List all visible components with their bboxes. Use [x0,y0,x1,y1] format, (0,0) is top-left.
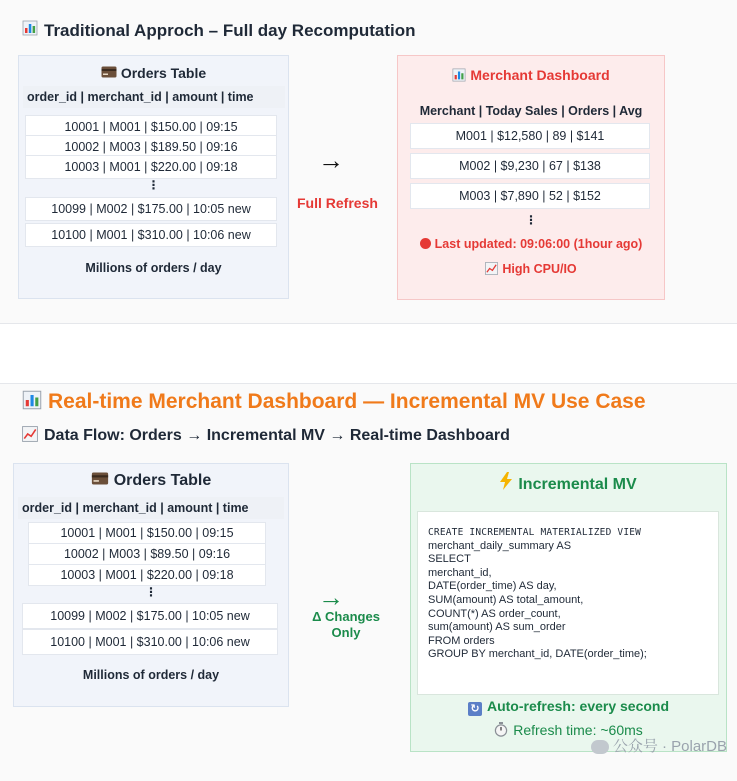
table-row: M002 | $9,230 | 67 | $138 [410,153,650,179]
arrow-icon: → [318,582,344,612]
orders-footer: Millions of orders / day [85,261,222,275]
orders-table-header: order_id | merchant_id | amount | time [23,86,285,108]
table-row: 10001 | M001 | $150.00 | 09:15 [28,522,266,544]
sql-code-first-line: CREATE INCREMENTAL MATERIALIZED VIEW [428,527,642,538]
stopwatch-icon [494,722,508,740]
incremental-mv-box [410,463,727,752]
sql-code-body: merchant_daily_summary AS SELECT merchant_id, DATE(order_time) AS day, SUM(amount) AS total_amount, COUNT(*) AS order_count, sum(amount) AS sum_order FROM orders GROUP BY merchant_id, DATE(order_time); [428,539,647,661]
sql-code-block [417,511,719,695]
table-row: 10099 | M002 | $175.00 | 10:05 new [22,603,278,629]
auto-refresh-status: ↻ Auto-refresh: every second [411,698,726,716]
table-row: M003 | $7,890 | 52 | $152 [410,183,650,209]
table-row: 10099 | M002 | $175.00 | 10:05 new [25,197,277,221]
incremental-mv-title: Incremental MV [411,472,726,495]
orders-ellipsis: ⋮ [147,178,160,192]
refresh-time-status: Refresh time: ~60ms [411,722,726,740]
trend-chart-icon [22,426,38,447]
orders-table-title: Orders Table [19,65,288,81]
table-row: 10002 | M003 | $89.50 | 09:16 [28,543,266,565]
bar-chart-icon [22,390,42,416]
wechat-icon [591,740,609,754]
orders-table-title: Orders Table [14,472,288,490]
orders-ellipsis: ⋮ [145,585,157,599]
high-cpu-status: High CPU/IO [398,262,664,278]
merchant-dashboard-box [397,55,665,300]
table-row: 10002 | M003 | $189.50 | 09:16 [25,135,277,159]
orders-footer: Millions of orders / day [82,668,220,682]
merchant-ellipsis: ⋮ [525,213,537,227]
orders-table-header: order_id | merchant_id | amount | time [18,497,284,519]
orders-table-box [13,463,289,707]
table-row: M001 | $12,580 | 89 | $141 [410,123,650,149]
red-circle-icon [420,238,431,249]
section1-title-text: Traditional Approch – Full day Recomputation [44,21,416,40]
table-row: 10100 | M001 | $310.00 | 10:06 new [25,223,277,247]
table-row: 10003 | M001 | $220.00 | 09:18 [28,564,266,586]
last-updated-status: Last updated: 09:06:00 (1hour ago) [398,237,664,251]
merchant-dashboard-header: Merchant | Today Sales | Orders | Avg [419,104,643,118]
card-icon [91,472,109,490]
flow-title [22,426,510,447]
refresh-icon: ↻ [468,702,482,716]
orders-table-box [18,55,289,299]
flow-title-text: Data Flow: Orders → Incremental MV → Real-time Dashboard [44,427,510,444]
arrow-icon: → [318,145,344,175]
table-row: 10001 | M001 | $150.00 | 09:15 [25,115,277,139]
section2-title-text: Real-time Merchant Dashboard — Incremental MV Use Case [48,390,646,413]
bar-chart-icon [22,20,38,41]
section2-title [22,390,646,416]
watermark: 公众号 · PolarDB [591,735,727,756]
table-row: 10003 | M001 | $220.00 | 09:18 [25,155,277,179]
card-icon [101,65,117,81]
delta-changes-label: Δ Changes Only [312,609,380,640]
table-row: 10100 | M001 | $310.00 | 10:06 new [22,629,278,655]
lightning-icon [500,472,512,495]
full-refresh-label: Full Refresh [297,195,378,211]
merchant-dashboard-title: Merchant Dashboard [398,67,664,85]
bar-chart-icon [452,68,466,85]
section1-title [22,20,416,41]
trend-chart-icon [485,262,498,278]
